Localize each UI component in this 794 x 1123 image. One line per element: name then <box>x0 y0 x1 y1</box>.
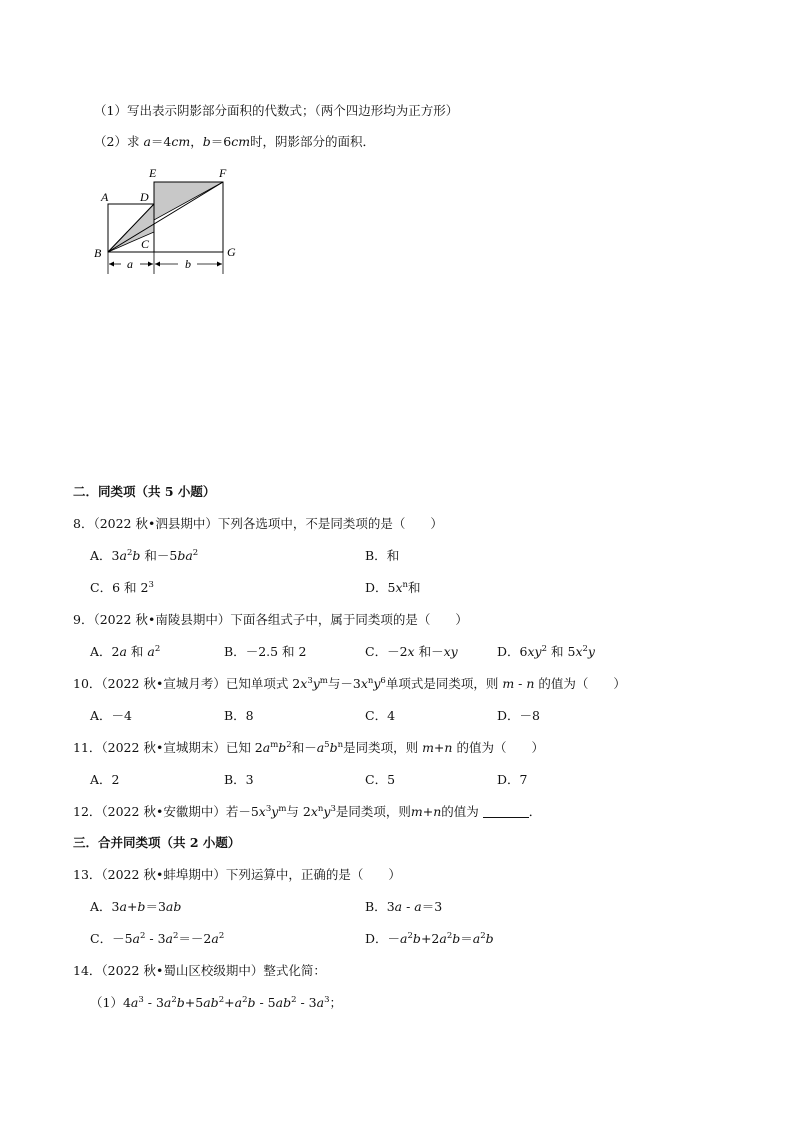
label-b-length: b <box>185 257 191 271</box>
q9-stem: 9．（2022 秋•南陵县期中）下面各组式子中，属于同类项的是（ ） <box>73 612 468 627</box>
q9-option-c: C．－2x 和－xy <box>365 644 458 659</box>
q13-option-c: C．$-5a^2 - 3a^2=-2a^2$ <box>90 931 225 946</box>
q8-option-c: C．6 和 $2^3$ <box>90 580 154 595</box>
q11-option-d: D．7 <box>497 772 528 787</box>
section2-heading: 二．同类项（共 5 小题） <box>73 484 216 499</box>
q8-option-d: D．$5x^n$和 <box>365 580 421 595</box>
q11-option-b: B．3 <box>224 772 254 787</box>
q10-option-b: B．8 <box>224 708 254 723</box>
label-e-point: E <box>149 166 157 180</box>
q10-option-c: C．4 <box>365 708 396 723</box>
q12-stem: 12．（2022 秋•安徽期中）若$-5x^3y^m$与 $2x^ny^3$是同类项，则m+n的值为 ． <box>73 804 542 819</box>
q10-option-a: A．－4 <box>90 708 132 723</box>
q14-stem: 14．（2022 秋•蜀山区校级期中）整式化简： <box>73 963 326 978</box>
q9-option-d: D．$6xy^2$ 和 $5x^2y$ <box>497 644 595 659</box>
problem7-part2: （2）求 a＝4cm，b＝6cm时，阴影部分的面积． <box>94 134 376 149</box>
q8-option-a: A．$3a^2b$ 和$-5ba^2$ <box>90 548 199 563</box>
q13-option-a: A．3a+b＝3ab <box>90 899 182 914</box>
q9-option-a: A．2a 和 $a^2$ <box>90 644 161 659</box>
q13-option-d: D．$-a^2b+2a^2b=a^2b$ <box>365 931 494 946</box>
q11-stem: 11．（2022 秋•宣城期末）已知 $2a^mb^2$和$-a^5b^n$是同类项，则 m+n 的值为（ ） <box>73 740 544 755</box>
q11-option-a: A．2 <box>90 772 120 787</box>
q13-option-b: B．3a - a＝3 <box>365 899 443 914</box>
problem7-part1: （1）写出表示阴影部分面积的代数式；（两个四边形均为正方形） <box>94 103 459 118</box>
q10-option-d: D．－8 <box>497 708 540 723</box>
q13-stem: 13．（2022 秋•蚌埠期中）下列运算中，正确的是（ ） <box>73 867 401 882</box>
label-a-length: a <box>127 257 133 271</box>
q9-option-b: B．－2.5 和 2 <box>224 644 307 659</box>
label-c-point: C <box>141 237 150 251</box>
answer-blank[interactable] <box>483 805 529 818</box>
label-g-point: G <box>227 245 236 259</box>
q8-option-b: B．和 <box>365 548 400 563</box>
label-a-point: A <box>101 190 109 204</box>
section3-heading: 三．合并同类项（共 2 小题） <box>73 835 241 850</box>
label-f-point: F <box>219 166 227 180</box>
squares-figure <box>88 160 258 280</box>
shaded-triangle-top <box>154 182 223 220</box>
label-d-point: D <box>140 190 149 204</box>
label-b-point: B <box>94 246 102 260</box>
q8-stem: 8．（2022 秋•泗县期中）下列各选项中，不是同类项的是（ ） <box>73 516 443 531</box>
q10-stem: 10．（2022 秋•宣城月考）已知单项式 $2x^3y^m$与$-3x^ny^6$单项式是同类项，则 m - n 的值为（ ） <box>73 676 626 691</box>
q14-part1: $(1)4a^3 - 3a^2b+5ab^2+a^2b - 5ab^2 - 3a^3$； <box>90 995 343 1010</box>
q11-option-c: C．5 <box>365 772 396 787</box>
